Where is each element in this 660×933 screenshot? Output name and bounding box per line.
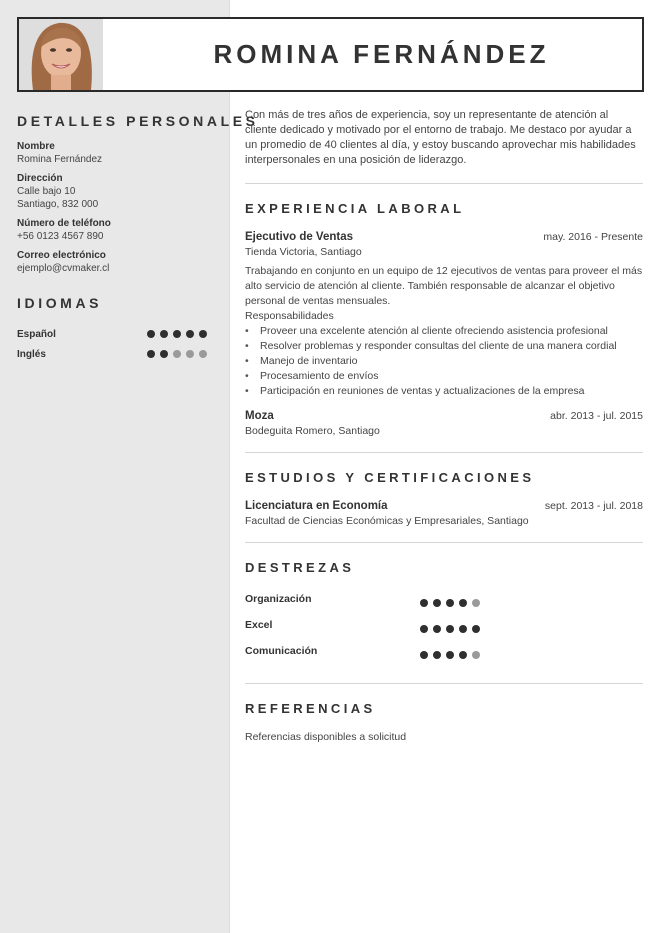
full-name: ROMINA FERNÁNDEZ bbox=[213, 39, 550, 69]
divider bbox=[245, 683, 643, 684]
detail-label: Correo electrónico bbox=[17, 250, 106, 261]
profile-photo-icon bbox=[19, 19, 103, 90]
skill-name: Comunicación bbox=[245, 645, 318, 657]
bullet-item: • Participación en reuniones de ventas y actualizaciones de la empresa bbox=[245, 384, 643, 399]
experience-entry bbox=[245, 231, 643, 399]
rating-dot-filled-icon bbox=[446, 625, 454, 633]
rating-dot-empty-icon bbox=[186, 350, 194, 358]
rating-dot-filled-icon bbox=[420, 599, 428, 607]
languages-title: IDIOMAS bbox=[17, 295, 103, 311]
bullet-item: • Manejo de inventario bbox=[245, 354, 643, 369]
detail-value: Romina Fernández bbox=[17, 154, 103, 165]
bullet-item: • Procesamiento de envíos bbox=[245, 369, 643, 384]
detail-value: Calle bajo 10 bbox=[17, 186, 76, 197]
job-place: Bodeguita Romero, Santiago bbox=[245, 425, 380, 437]
skill-row bbox=[245, 616, 643, 642]
degree-place: Facultad de Ciencias Económicas y Empresariales, Santiago bbox=[245, 515, 529, 527]
rating-dot-filled-icon bbox=[433, 625, 441, 633]
language-row bbox=[17, 324, 207, 344]
references-text: Referencias disponibles a solicitud bbox=[245, 731, 407, 743]
rating-dot-empty-icon bbox=[472, 599, 480, 607]
responsibilities-list bbox=[245, 324, 643, 399]
language-rating bbox=[147, 330, 207, 338]
rating-dot-filled-icon bbox=[433, 651, 441, 659]
rating-dot-filled-icon bbox=[186, 330, 194, 338]
skill-rating bbox=[420, 599, 480, 607]
divider bbox=[245, 542, 643, 543]
skill-rating bbox=[420, 625, 480, 633]
rating-dot-empty-icon bbox=[472, 651, 480, 659]
detail-name bbox=[17, 140, 207, 166]
skill-row bbox=[245, 642, 643, 668]
skill-rating bbox=[420, 651, 480, 659]
rating-dot-filled-icon bbox=[459, 651, 467, 659]
detail-value: ejemplo@cvmaker.cl bbox=[17, 263, 110, 274]
responsibilities-label: Responsabilidades bbox=[245, 310, 334, 322]
degree-title: Licenciatura en Economía bbox=[245, 500, 388, 512]
language-name: Español bbox=[17, 328, 56, 340]
rating-dot-empty-icon bbox=[199, 350, 207, 358]
rating-dot-filled-icon bbox=[420, 625, 428, 633]
skill-name: Organización bbox=[245, 593, 312, 605]
detail-address bbox=[17, 172, 207, 211]
rating-dot-filled-icon bbox=[173, 330, 181, 338]
bullet-item: • Resolver problemas y responder consultas del cliente de una manera cordial bbox=[245, 339, 643, 354]
skills-title: DESTREZAS bbox=[245, 560, 355, 575]
rating-dot-filled-icon bbox=[199, 330, 207, 338]
profile-photo bbox=[19, 19, 103, 90]
education-title: ESTUDIOS Y CERTIFICACIONES bbox=[245, 470, 535, 485]
detail-value: +56 0123 4567 890 bbox=[17, 231, 104, 242]
references-title: REFERENCIAS bbox=[245, 701, 376, 716]
job-title: Moza bbox=[245, 410, 274, 422]
job-date: may. 2016 - Presente bbox=[543, 231, 643, 243]
rating-dot-filled-icon bbox=[459, 599, 467, 607]
detail-label: Dirección bbox=[17, 173, 63, 184]
header bbox=[17, 17, 644, 92]
personal-details-title: DETALLES PERSONALES bbox=[17, 113, 259, 129]
rating-dot-empty-icon bbox=[173, 350, 181, 358]
detail-label: Número de teléfono bbox=[17, 218, 111, 229]
rating-dot-filled-icon bbox=[147, 330, 155, 338]
job-place: Tienda Victoria, Santiago bbox=[245, 246, 362, 258]
divider bbox=[245, 183, 643, 184]
rating-dot-filled-icon bbox=[459, 625, 467, 633]
experience-title: EXPERIENCIA LABORAL bbox=[245, 201, 465, 216]
degree-date: sept. 2013 - jul. 2018 bbox=[544, 500, 643, 512]
skill-name: Excel bbox=[245, 619, 273, 631]
rating-dot-filled-icon bbox=[446, 651, 454, 659]
experience-entry bbox=[245, 410, 643, 437]
job-date: abr. 2013 - jul. 2015 bbox=[550, 410, 643, 422]
bullet-item: • Proveer una excelente atención al cliente ofreciendo asistencia profesional bbox=[245, 324, 643, 339]
rating-dot-filled-icon bbox=[446, 599, 454, 607]
detail-phone bbox=[17, 217, 207, 243]
rating-dot-filled-icon bbox=[147, 350, 155, 358]
job-title: Ejecutivo de Ventas bbox=[245, 231, 354, 243]
detail-label: Nombre bbox=[17, 141, 55, 152]
rating-dot-filled-icon bbox=[160, 330, 168, 338]
education-entry bbox=[245, 500, 643, 527]
language-name: Inglés bbox=[17, 348, 46, 360]
rating-dot-filled-icon bbox=[472, 625, 480, 633]
detail-value: Santiago, 832 000 bbox=[17, 199, 99, 210]
profile-summary: Con más de tres años de experiencia, soy un representante de atención al cliente dedicado y motivado por el entorno de trabajo. Me destaco por ayudar a un promedio de 40 clientes al día, y estoy buscando aprovechar mis habilidades interpersonales en una posición de liderazgo. bbox=[245, 109, 636, 166]
rating-dot-filled-icon bbox=[433, 599, 441, 607]
sidebar bbox=[17, 113, 259, 364]
skill-row bbox=[245, 590, 643, 616]
language-rating bbox=[147, 350, 207, 358]
rating-dot-filled-icon bbox=[160, 350, 168, 358]
main-content bbox=[245, 108, 643, 743]
divider bbox=[245, 452, 643, 453]
detail-email bbox=[17, 249, 207, 275]
language-row bbox=[17, 344, 207, 364]
job-description: Trabajando en conjunto en un equipo de 12 ejecutivos de ventas para proveer el más alto servicio de atención al cliente. También responsable de alcanzar el objetivo personal de ventas mensuales. bbox=[245, 265, 643, 307]
rating-dot-filled-icon bbox=[420, 651, 428, 659]
